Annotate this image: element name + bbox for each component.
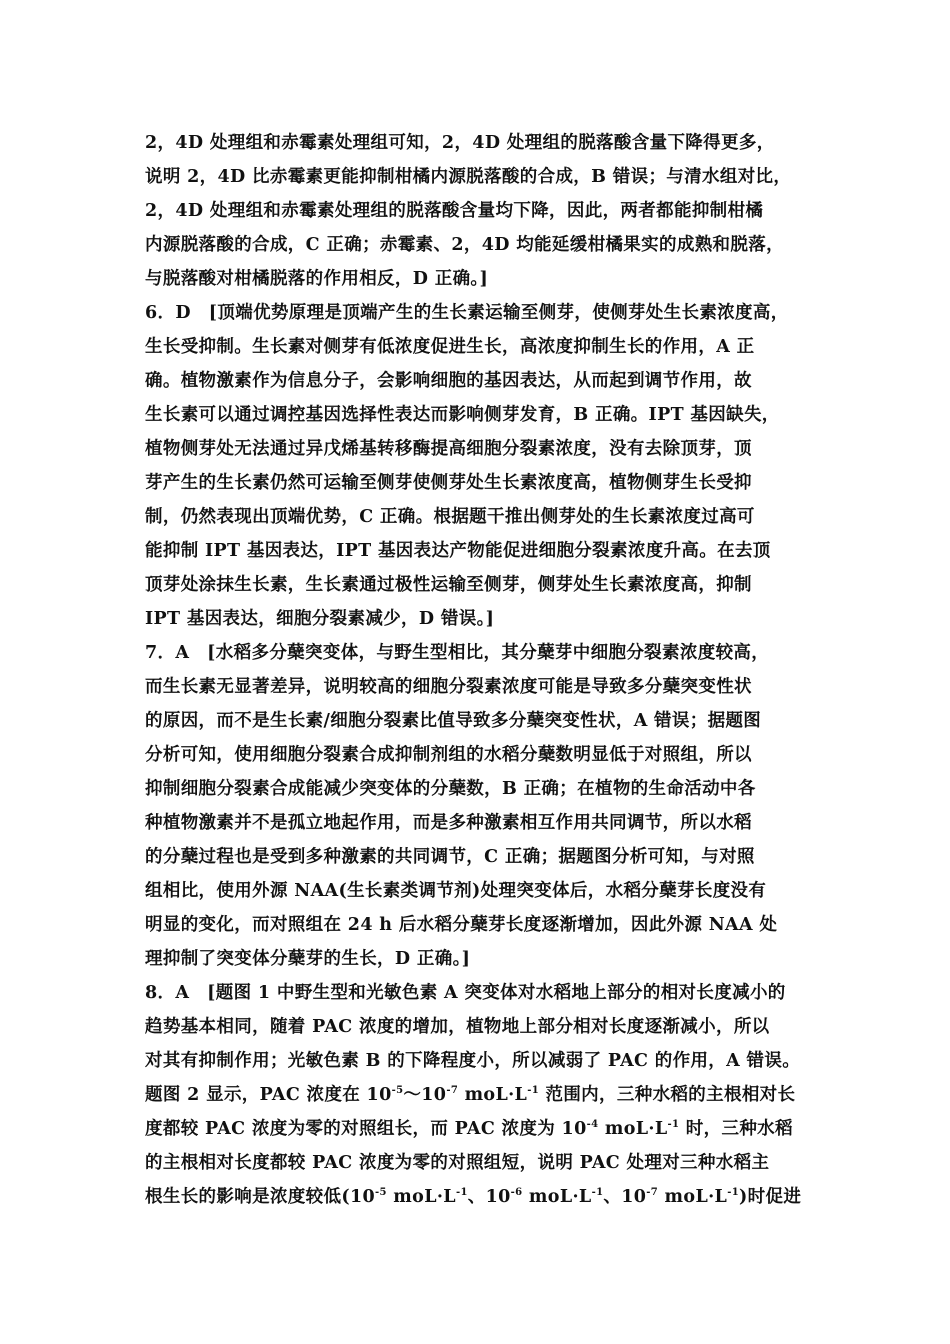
text-line-with-exponents: 根生长的影响是浓度较低($10^{-5}$ $moL\cdot L^{-1}$、$10^{-6}$ $moL\cdot L^{-1}$、$10^{-7}$ $moL\cdot L^{-1}$)时促进 bbox=[145, 1187, 802, 1207]
text-line: 说明 2，4D 比赤霉素更能抑制柑橘内源脱落酸的合成，B 错误；与清水组对比， bbox=[145, 167, 792, 187]
text-line: 生长受抑制。生长素对侧芽有低浓度促进生长，高浓度抑制生长的作用，A 正 bbox=[145, 337, 755, 357]
text-line: IPT 基因表达，细胞分裂素减少，D 错误。] bbox=[145, 609, 495, 629]
text-line: 制，仍然表现出顶端优势，C 正确。根据题干推出侧芽处的生长素浓度过高可 bbox=[145, 507, 755, 527]
text-line: 趋势基本相同，随着 PAC 浓度的增加，植物地上部分相对长度逐渐减小，所以 bbox=[145, 1017, 770, 1037]
text-line: 的原因，而不是生长素/细胞分裂素比值导致多分蘖突变性状，A 错误；据题图 bbox=[145, 711, 762, 731]
exponent: -7 bbox=[646, 1187, 659, 1198]
text-line: 种植物激素并不是孤立地起作用，而是多种激素相互作用共同调节，所以水稻 bbox=[145, 813, 752, 833]
text-line: 内源脱落酸的合成，C 正确；赤霉素、2，4D 均能延缓柑橘果实的成熟和脱落， bbox=[145, 235, 784, 255]
answer-8-line: 8．A [题图 1 中野生型和光敏色素 A 突变体对水稻地上部分的相对长度减小的 bbox=[145, 983, 786, 1003]
text-line: 明显的变化，而对照组在 24 h 后水稻分蘖芽长度逐渐增加，因此外源 NAA 处 bbox=[145, 915, 778, 935]
text-line: 对其有抑制作用；光敏色素 B 的下降程度小，所以减弱了 PAC 的作用，A 错误。 bbox=[145, 1051, 801, 1071]
exponent: -1 bbox=[527, 1085, 540, 1096]
answer-6-line: 6．D [顶端优势原理是顶端产生的生长素运输至侧芽，使侧芽处生长素浓度高， bbox=[145, 303, 789, 323]
text-line: 理抑制了突变体分蘖芽的生长，D 正确。] bbox=[145, 949, 471, 969]
text-line: 顶芽处涂抹生长素，生长素通过极性运输至侧芽，侧芽处生长素浓度高，抑制 bbox=[145, 575, 752, 595]
text-line: 的主根相对长度都较 PAC 浓度为零的对照组短，说明 PAC 处理对三种水稻主 bbox=[145, 1153, 770, 1173]
text-line: 分析可知，使用细胞分裂素合成抑制剂组的水稻分蘖数明显低于对照组，所以 bbox=[145, 745, 752, 765]
text-line-with-exponents: 度都较 PAC 浓度为零的对照组长，而 PAC 浓度为 $10^{-4}$ $moL\cdot L^{-1}$ 时，三种水稻 bbox=[145, 1119, 793, 1139]
exponent: -1 bbox=[727, 1187, 740, 1198]
exponent: -7 bbox=[446, 1085, 459, 1096]
text-line: 与脱落酸对柑橘脱落的作用相反，D 正确。] bbox=[145, 269, 489, 289]
text-line: 而生长素无显著差异，说明较高的细胞分裂素浓度可能是导致多分蘖突变性状 bbox=[145, 677, 752, 697]
exponent: -1 bbox=[455, 1187, 468, 1198]
exponent: -4 bbox=[586, 1119, 599, 1130]
answer-7-line: 7．A [水稻多分蘖突变体，与野生型相比，其分蘖芽中细胞分裂素浓度较高， bbox=[145, 643, 770, 663]
text-line-with-exponents: 题图 2 显示，PAC 浓度在 $10^{-5}\sim 10^{-7}$ $moL\cdot L^{-1}$ 范围内，三种水稻的主根相对长 bbox=[145, 1085, 796, 1105]
exponent: -5 bbox=[391, 1085, 404, 1096]
text-line: 的分蘖过程也是受到多种激素的共同调节，C 正确；据题图分析可知，与对照 bbox=[145, 847, 755, 867]
exponent: -6 bbox=[510, 1187, 523, 1198]
exponent: -5 bbox=[375, 1187, 387, 1198]
text-line: 抑制细胞分裂素合成能减少突变体的分蘖数，B 正确；在植物的生命活动中各 bbox=[145, 779, 756, 799]
text-line: 确。植物激素作为信息分子，会影响细胞的基因表达，从而起到调节作用，故 bbox=[145, 371, 752, 391]
text-line: 2，4D 处理组和赤霉素处理组可知，2，4D 处理组的脱落酸含量下降得更多， bbox=[145, 133, 775, 153]
exponent: -1 bbox=[667, 1119, 680, 1130]
text-line: 组相比，使用外源 NAA(生长素类调节剂)处理突变体后，水稻分蘖芽长度没有 bbox=[145, 881, 767, 901]
text-line: 植物侧芽处无法通过异戊烯基转移酶提高细胞分裂素浓度，没有去除顶芽，顶 bbox=[145, 439, 752, 459]
text-line: 生长素可以通过调控基因选择性表达而影响侧芽发育，B 正确。IPT 基因缺失， bbox=[145, 405, 780, 425]
text-line: 能抑制 IPT 基因表达，IPT 基因表达产物能促进细胞分裂素浓度升高。在去顶 bbox=[145, 541, 771, 561]
text-line: 2，4D 处理组和赤霉素处理组的脱落酸含量均下降，因此，两者都能抑制柑橘 bbox=[145, 201, 764, 221]
exponent: -1 bbox=[591, 1187, 604, 1198]
text-line: 芽产生的生长素仍然可运输至侧芽使侧芽处生长素浓度高，植物侧芽生长受抑 bbox=[145, 473, 752, 493]
answer-explanation-text bbox=[145, 126, 825, 1214]
